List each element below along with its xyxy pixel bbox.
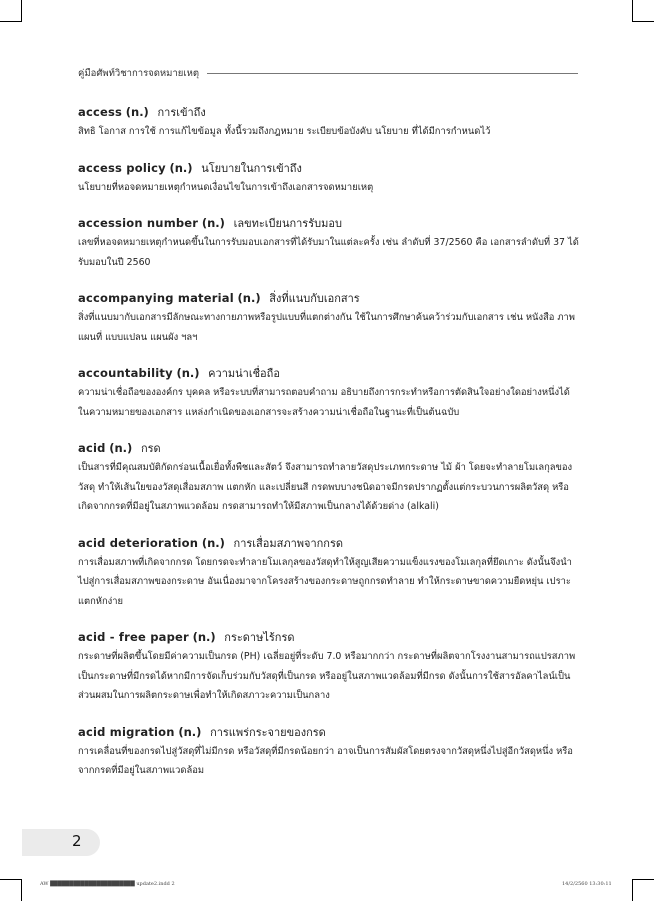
thai-term: กระดาษไร้กรด [224,631,295,644]
term-line [78,159,580,178]
thai-term: เลขทะเบียนการรับมอบ [233,217,342,230]
crop-mark [21,879,22,901]
thai-term: การเข้าถึง [157,106,206,119]
thai-term: สิ่งที่แนบกับเอกสาร [269,292,360,305]
term: access [78,105,123,119]
print-slug-timestamp: 14/2/2560 13:30:11 [562,881,612,887]
thai-term: นโยบายในการเข้าถึง [201,161,302,175]
crop-mark [632,21,654,22]
term: accession number [78,216,199,230]
term-line [78,289,580,308]
part-of-speech: (n.) [237,291,261,305]
glossary-entry [78,723,580,781]
definition: เลขที่หอจดหมายเหตุกำหนดขึ้นในการรับมอบเอกสารที่ได้รับมาในแต่ละครั้ง เช่น ลำดับที่ 37/2560 คือ เอกสารลำดับที่ 37 ได้รับมอบในปี 2560 [78,237,579,268]
term: acid - free paper [78,630,189,644]
term: access policy [78,160,166,175]
glossary-entry [78,159,580,198]
crop-mark [21,0,22,22]
definition: การเคลื่อนที่ของกรดไปสู่วัสดุที่ไม่มีกรด หรือวัสดุที่มีกรดน้อยกว่า อาจเป็นการสัมผัสโดยตรงจากวัสดุหนึ่งไปสู่อีกวัสดุหนึ่ง หรือจากกรดที่มีอยู่ในสภาพแวดล้อม [78,745,573,776]
definition: เป็นสารที่มีคุณสมบัติกัดกร่อนเนื้อเยื่อทั้งพืชและสัตว์ จึงสามารถทำลายวัสดุประเภทกระดาษ ไม้ ผ้า โดยจะทำลายโมเลกุลของวัสดุ ทำให้เส้นใยของวัสดุเสื่อมสภาพ แตกหัก และเปลี่ยนสี กรดพบบางชนิดอาจมีกรดปรากฏตั้งแต่กระบวนการผลิตวัสดุ หรือเกิดจากกรดที่มีอยู่ในสภาพแวดล้อม กรดสามารถทำให้มีสภาพเป็นกลางได้ด้วยด่าง (alkali) [78,462,573,512]
term: acid migration [78,724,175,739]
crop-mark [0,879,22,880]
page-number: 2 [72,832,82,850]
part-of-speech: (n.) [109,441,133,455]
page-number-tab [22,829,100,856]
glossary-entry [78,214,580,272]
thai-term: การเสื่อมสภาพจากกรด [233,536,344,550]
part-of-speech: (n.) [201,216,225,230]
crop-mark [632,879,654,880]
term-line [78,439,580,458]
term: acid deterioration [78,535,199,550]
running-header [78,63,578,83]
part-of-speech: (n.) [176,366,200,380]
thai-term: กรด [140,442,161,455]
definition: สิทธิ โอกาส การใช้ การแก้ไขข้อมูล ทั้งนี้รวมถึงกฎหมาย ระเบียบข้อบังคับ นโยบาย ที่ได้มีการกำหนดไว้ [78,126,491,137]
definition: นโยบายที่หอจดหมายเหตุกำหนดเงื่อนไขในการเข้าถึงเอกสารจดหมายเหตุ [78,181,374,193]
part-of-speech: (n.) [201,535,225,550]
term-line [78,214,580,233]
definition: การเสื่อมสภาพที่เกิดจากกรด โดยกรดจะทำลายโมเลกุลของวัสดุทำให้สูญเสียความแข็งแรงของโมเลกุลที่ยึดเกาะ ดังนั้นจึงนำไปสู่การเสื่อมสภาพของกระดาษ อันเนื่องมาจากโครงสร้างของกระดาษถูกกรดทำลาย ทำให้กระดาษขาดความยืดหยุ่น เปราะ แตกหักง่าย [78,556,572,607]
glossary-entry [78,628,580,706]
part-of-speech: (n.) [125,105,149,119]
thai-term: การแพร่กระจายของกรด [210,725,326,739]
crop-mark [632,879,633,901]
term: accompanying material [78,291,234,305]
term-line [78,723,580,742]
part-of-speech: (n.) [192,630,216,644]
term: accountability [78,366,173,380]
definition: สิ่งที่แนบมากับเอกสารมีลักษณะทางกายภาพหรือรูปแบบที่แตกต่างกัน ใช้ในการศึกษาค้นคว้าร่วมกับเอกสาร เช่น หนังสือ ภาพ แผนที่ แบบแปลน แผนผัง ฯลฯ [78,312,575,343]
term-line [78,628,580,647]
crop-mark [0,21,22,22]
header-rule [207,73,578,74]
glossary-entry [78,439,580,517]
part-of-speech: (n.) [178,724,202,739]
term-line [78,364,580,383]
definition: กระดาษที่ผลิตขึ้นโดยมีค่าความเป็นกรด (PH) เฉลี่ยอยู่ที่ระดับ 7.0 หรือมากกว่า กระดาษที่ผลิตจากโรงงานสามารถแปรสภาพเป็นกระดาษที่มีกรดได้หากมีการจัดเก็บร่วมกับวัสดุที่เป็นกรด หรืออยู่ในสภาพแวดล้อมที่มีกรด ดังนั้นการใช้สารอัลคาไลน์เป็นส่วนผสมในการผลิตกระดาษเพื่อทำให้เกิดสภาวะความเป็นกลาง [78,651,576,701]
header-title: คู่มือศัพท์วิชาการจดหมายเหตุ [78,67,200,79]
part-of-speech: (n.) [169,160,193,175]
crop-mark [632,0,633,22]
glossary-entry [78,364,580,422]
term: acid [78,441,106,455]
term-line [78,534,580,553]
glossary-entry [78,103,580,142]
glossary-entry [78,534,580,612]
glossary-entry [78,289,580,347]
definition: ความน่าเชื่อถือขององค์กร บุคคล หรือระบบที่สามารถตอบคำถาม อธิบายถึงการกระทำหรือการตัดสินใจอย่างใดอย่างหนึ่งได้ ในความหมายของเอกสาร แหล่งกำเนิดของเอกสารจะสร้างความน่าเชื่อถือในฐานะที่เป็นต้นฉบับ [78,387,570,418]
glossary-entries [78,103,580,798]
term-line [78,103,580,122]
print-slug-filename: AW ██████████████████████ update2.indd 2 [40,881,175,887]
thai-term: ความน่าเชื่อถือ [208,367,280,380]
